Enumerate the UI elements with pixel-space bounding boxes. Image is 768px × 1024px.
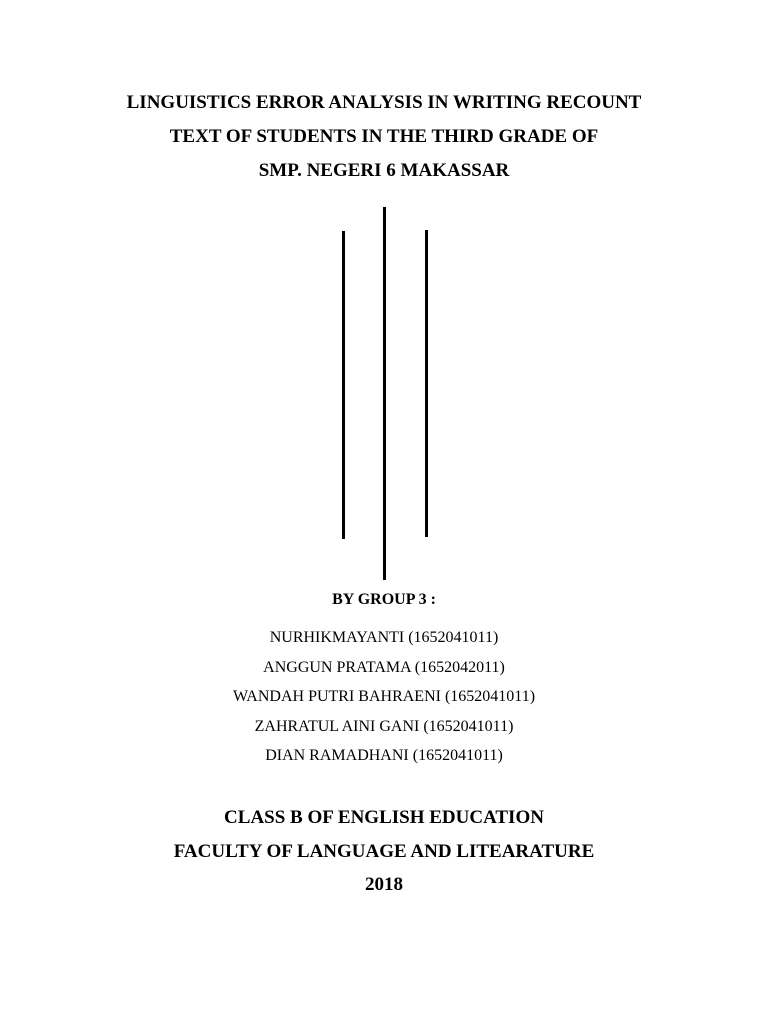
faculty-line: FACULTY OF LANGUAGE AND LITEARATURE xyxy=(173,840,595,862)
title-line-1: LINGUISTICS ERROR ANALYSIS IN WRITING RECOUNT xyxy=(126,92,642,113)
member-item: ANGGUN PRATAMA (1652042011) xyxy=(263,658,505,676)
decorative-line-center xyxy=(383,207,386,580)
member-item: NURHIKMAYANTI (1652041011) xyxy=(269,629,499,646)
document-title xyxy=(0,86,768,188)
member-item: WANDAH PUTRI BAHRAENI (1652041011) xyxy=(232,688,536,705)
member-item: DIAN RAMADHANI (1652041011) xyxy=(265,747,503,764)
title-line-2: TEXT OF STUDENTS IN THE THIRD GRADE OF xyxy=(169,126,599,147)
year-line: 2018 xyxy=(365,874,403,895)
institution-block xyxy=(0,801,768,902)
member-list xyxy=(0,623,768,771)
group-heading: BY GROUP 3 : xyxy=(332,591,436,608)
decorative-line-right xyxy=(425,230,428,537)
member-item: ZAHRATUL AINI GANI (1652041011) xyxy=(254,717,514,735)
class-line: CLASS B OF ENGLISH EDUCATION xyxy=(224,807,544,828)
title-line-3: SMP. NEGERI 6 MAKASSAR xyxy=(258,160,510,181)
decorative-line-left xyxy=(342,231,345,539)
